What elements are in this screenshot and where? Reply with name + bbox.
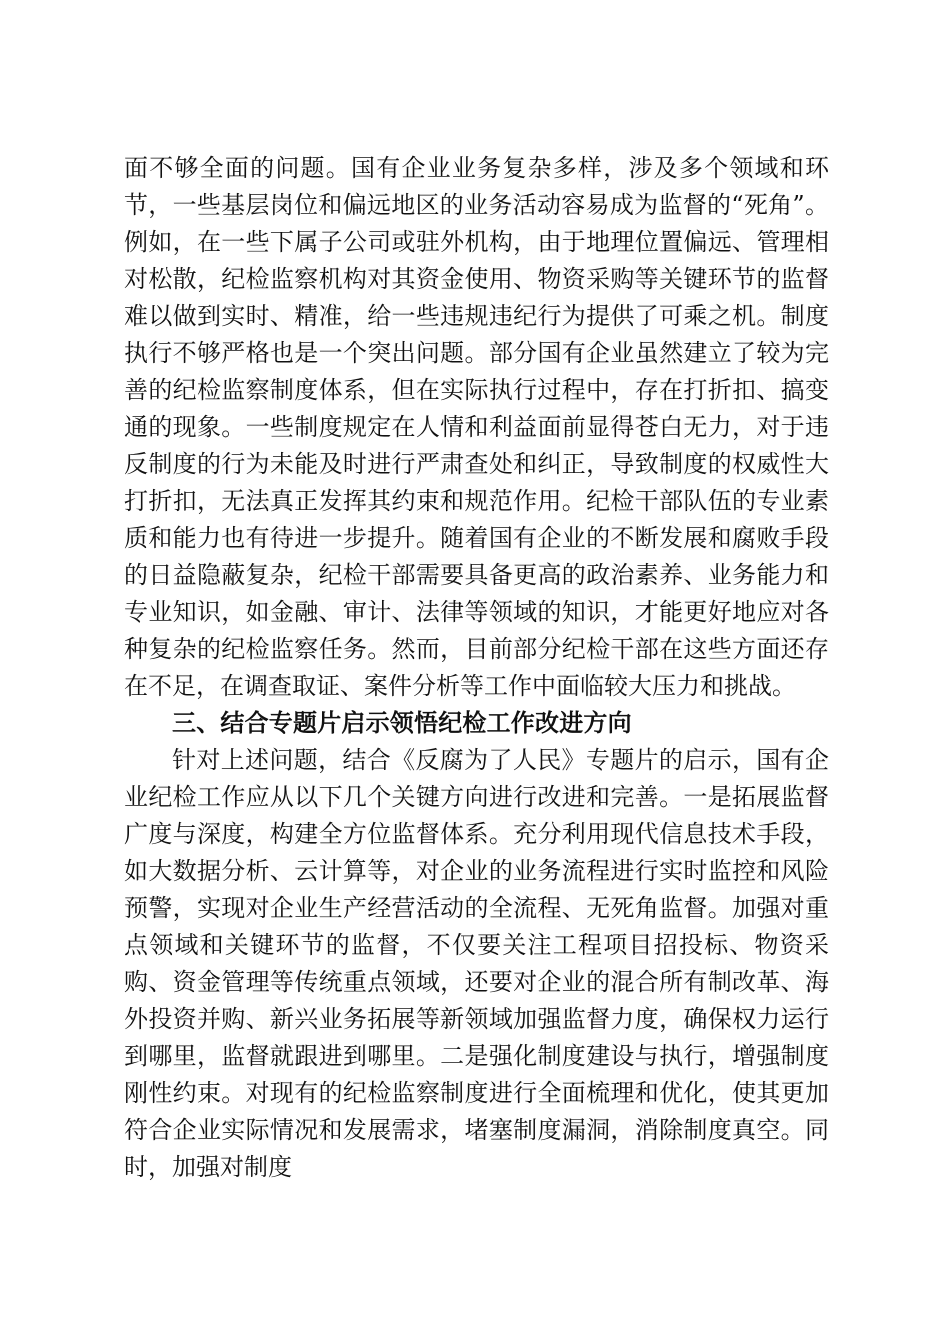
document-body [124,150,829,1186]
paragraph-continued: 面不够全面的问题。国有企业业务复杂多样，涉及多个领域和环节，一些基层岗位和偏远地区的业务活动容易成为监督的“死角”。例如，在一些下属子公司或驻外机构，由于地理位置偏远、管理相对松散，纪检监察机构对其资金使用、物资采购等关键环节的监督难以做到实时、精准，给一些违规违纪行为提供了可乘之机。制度执行不够严格也是一个突出问题。部分国有企业虽然建立了较为完善的纪检监察制度体系，但在实际执行过程中，存在打折扣、搞变通的现象。一些制度规定在人情和利益面前显得苍白无力，对于违反制度的行为未能及时进行严肃查处和纠正，导致制度的权威性大打折扣，无法真正发挥其约束和规范作用。纪检干部队伍的专业素质和能力也有待进一步提升。随着国有企业的不断发展和腐败手段的日益隐蔽复杂，纪检干部需要具备更高的政治素养、业务能力和专业知识，如金融、审计、法律等领域的知识，才能更好地应对各种复杂的纪检监察任务。然而，目前部分纪检干部在这些方面还存在不足，在调查取证、案件分析等工作中面临较大压力和挑战。 [124,154,829,700]
paragraph-section-3: 针对上述问题，结合《反腐为了人民》专题片的启示，国有企业纪检工作应从以下几个关键方向进行改进和完善。一是拓展监督广度与深度，构建全方位监督体系。充分利用现代信息技术手段，如大数据分析、云计算等，对企业的业务流程进行实时监控和风险预警，实现对企业生产经营活动的全流程、无死角监督。加强对重点领域和关键环节的监督，不仅要关注工程项目招投标、物资采购、资金管理等传统重点领域，还要对企业的混合所有制改革、海外投资并购、新兴业务拓展等新领域加强监督力度，确保权力运行到哪里，监督就跟进到哪里。二是强化制度建设与执行，增强制度刚性约束。对现有的纪检监察制度进行全面梳理和优化，使其更加符合企业实际情况和发展需求，堵塞制度漏洞，消除制度真空。同时，加强对制度 [124,746,829,1181]
section-heading: 三、结合专题片启示领悟纪检工作改进方向 [172,709,632,737]
